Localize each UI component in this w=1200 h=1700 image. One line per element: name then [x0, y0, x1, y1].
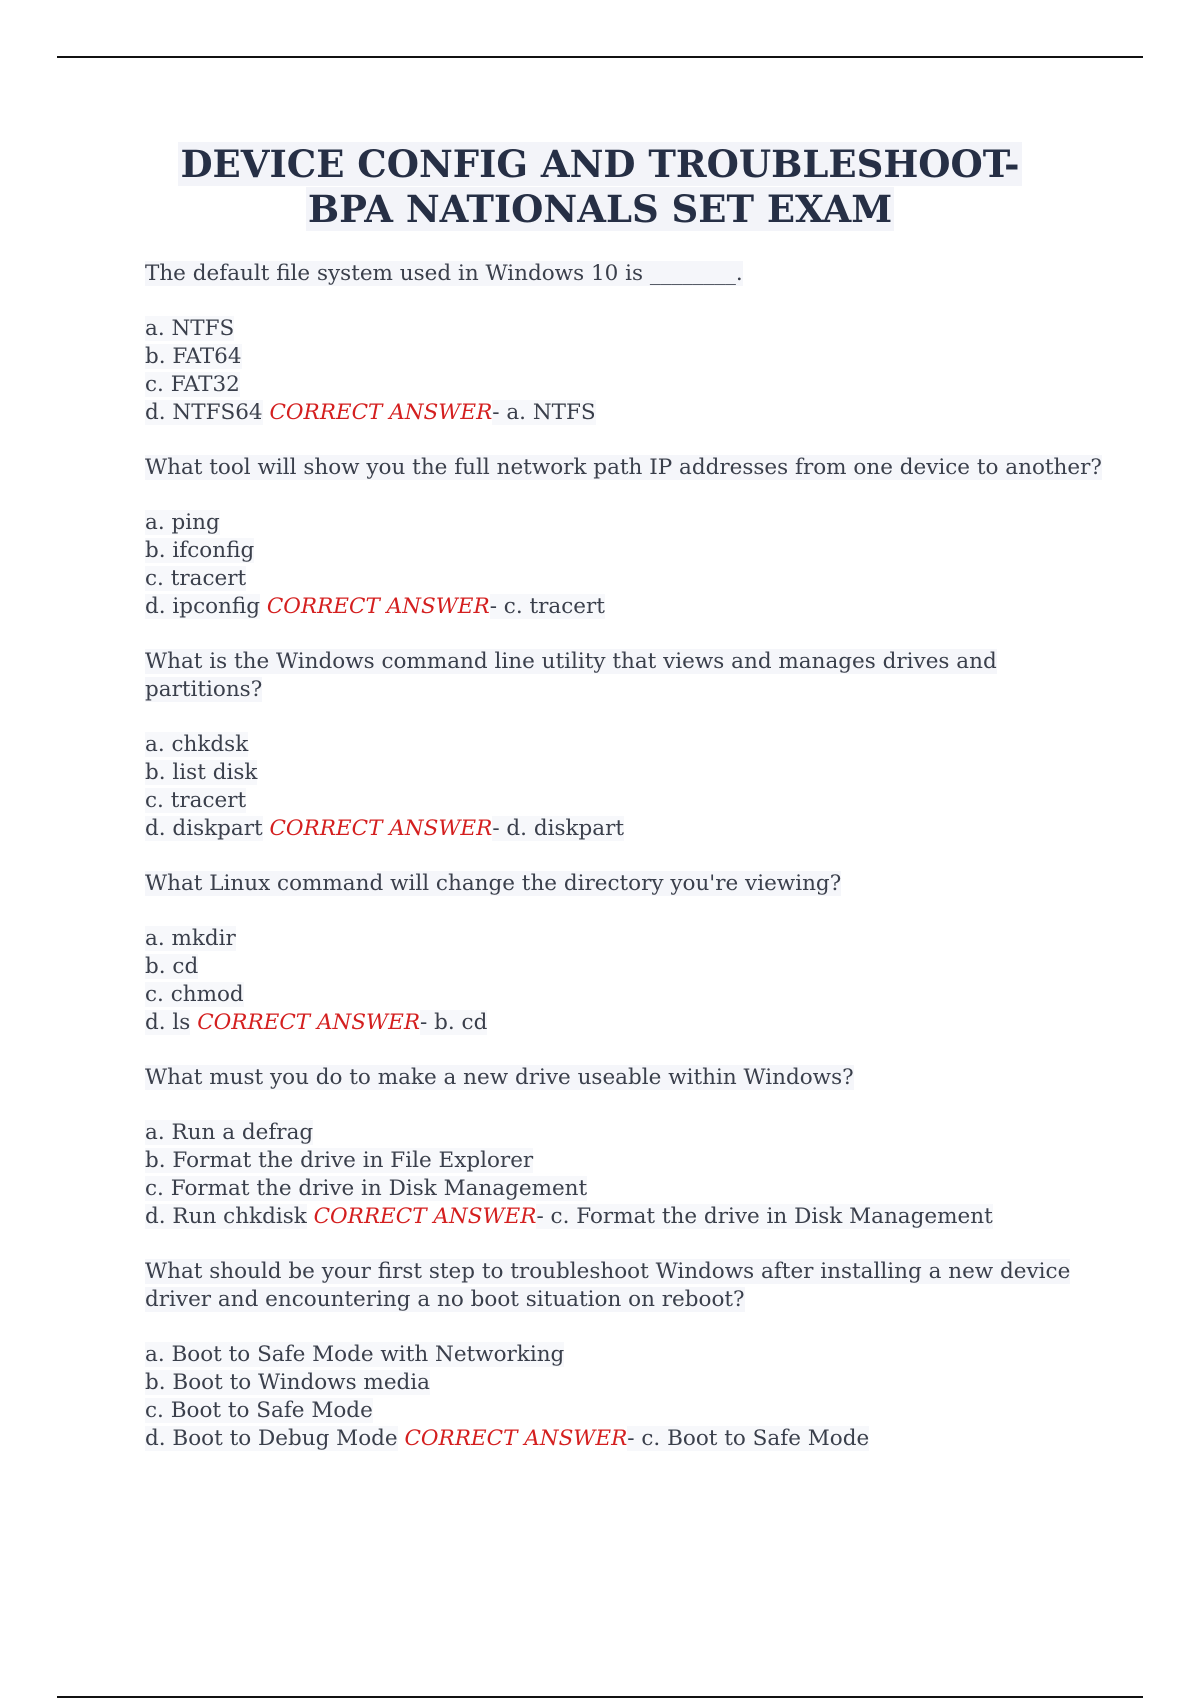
- option-item: c. tracert: [145, 566, 247, 591]
- option-item: a. chkdsk: [145, 732, 249, 757]
- title-line-1: DEVICE CONFIG AND TROUBLESHOOT-: [180, 142, 1020, 186]
- answer-text: - b. cd: [420, 1010, 488, 1035]
- correct-answer-label: CORRECT ANSWER: [313, 1204, 537, 1229]
- answer-text: - d. diskpart: [492, 816, 625, 841]
- option-item: b. list disk: [145, 760, 258, 785]
- answer-text: - c. tracert: [489, 594, 605, 619]
- option-item: a. Boot to Safe Mode with Networking: [145, 1342, 565, 1367]
- answer-text: - c. Format the drive in Disk Management: [536, 1204, 993, 1229]
- option-item: a. mkdir: [145, 926, 236, 951]
- option-item: c. Format the drive in Disk Management: [145, 1176, 588, 1201]
- correct-answer-label: CORRECT ANSWER: [269, 400, 493, 425]
- question-block: [145, 260, 1105, 427]
- option-item: b. Format the drive in File Explorer: [145, 1148, 534, 1173]
- correct-answer-label: CORRECT ANSWER: [197, 1010, 421, 1035]
- option-item: c. Boot to Safe Mode: [145, 1398, 373, 1423]
- question-text: What is the Windows command line utility that views and manages drives and partitions?: [145, 649, 997, 702]
- option-item: a. ping: [145, 510, 220, 535]
- question-text: What tool will show you the full network path IP addresses from one device to another?: [145, 455, 1102, 480]
- question-text: What should be your first step to troubleshoot Windows after installing a new device driver and encountering a no boot situation on reboot?: [145, 1259, 1071, 1312]
- correct-answer-label: CORRECT ANSWER: [404, 1426, 628, 1451]
- correct-answer-label: CORRECT ANSWER: [266, 594, 490, 619]
- option-item: a. NTFS: [145, 316, 235, 341]
- option-item-with-answer: d. ls CORRECT ANSWER- b. cd: [145, 1010, 488, 1035]
- option-item: b. Boot to Windows media: [145, 1370, 431, 1395]
- option-item: c. tracert: [145, 788, 247, 813]
- option-item: c. chmod: [145, 982, 244, 1007]
- option-item: b. FAT64: [145, 344, 242, 369]
- question-block: [145, 454, 1105, 621]
- option-item-with-answer: d. Boot to Debug Mode CORRECT ANSWER- c. Boot to Safe Mode: [145, 1426, 870, 1451]
- correct-answer-label: CORRECT ANSWER: [269, 816, 493, 841]
- option-item: a. Run a defrag: [145, 1120, 314, 1145]
- options-list: [145, 1119, 1105, 1231]
- question-text: The default file system used in Windows 10 is ________.: [145, 261, 743, 286]
- option-item: b. cd: [145, 954, 199, 979]
- bottom-rule: [57, 1696, 1143, 1698]
- option-item: c. FAT32: [145, 372, 240, 397]
- question-block: [145, 648, 1105, 843]
- option-item-with-answer: d. diskpart CORRECT ANSWER- d. diskpart: [145, 816, 625, 841]
- exam-content: [145, 260, 1105, 1480]
- options-list: [145, 925, 1105, 1037]
- options-list: [145, 731, 1105, 843]
- question-text: What Linux command will change the directory you're viewing?: [145, 871, 842, 896]
- question-block: [145, 1064, 1105, 1231]
- option-item-with-answer: d. ipconfig CORRECT ANSWER- c. tracert: [145, 594, 605, 619]
- options-list: [145, 315, 1105, 427]
- top-rule: [57, 56, 1143, 58]
- option-item-with-answer: d. Run chkdisk CORRECT ANSWER- c. Format the drive in Disk Management: [145, 1204, 993, 1229]
- options-list: [145, 1341, 1105, 1453]
- option-item-with-answer: d. NTFS64 CORRECT ANSWER- a. NTFS: [145, 400, 596, 425]
- title-line-2: BPA NATIONALS SET EXAM: [307, 187, 893, 231]
- answer-text: - a. NTFS: [492, 400, 596, 425]
- option-item: b. ifconfig: [145, 538, 255, 563]
- question-text: What must you do to make a new drive useable within Windows?: [145, 1065, 854, 1090]
- question-block: [145, 1258, 1105, 1453]
- answer-text: - c. Boot to Safe Mode: [627, 1426, 870, 1451]
- options-list: [145, 509, 1105, 621]
- question-block: [145, 870, 1105, 1037]
- page-title: [60, 142, 1140, 232]
